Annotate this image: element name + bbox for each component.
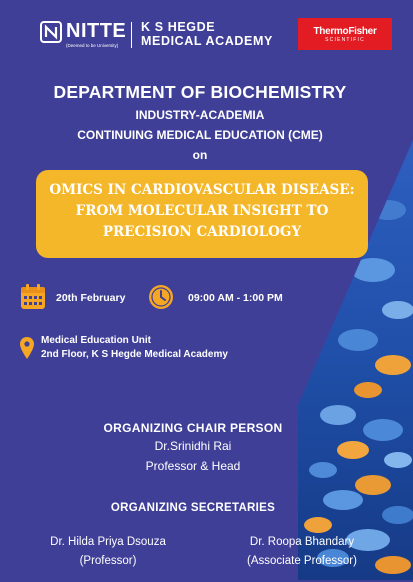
nitte-logo-subtext: (Deemed to be University) — [66, 43, 119, 48]
secretary-2-name: Dr. Roopa Bhandary — [249, 536, 355, 548]
secretary-2-role: (Associate Professor) — [247, 555, 357, 567]
secretaries-heading: ORGANIZING SECRETARIES — [110, 502, 276, 514]
event-date: 20th February — [56, 292, 126, 304]
event-time: 09:00 AM - 1:00 PM — [188, 292, 283, 304]
chair-name: Dr.Srinidhi Rai — [154, 439, 232, 453]
venue-line-1: Medical Education Unit — [41, 335, 152, 346]
subtitle-line-3: on — [192, 148, 208, 162]
nitte-emblem-icon — [40, 21, 62, 43]
department-title: DEPARTMENT OF BIOCHEMISTRY — [53, 82, 347, 102]
chair-role: Professor & Head — [145, 459, 241, 473]
chair-heading: ORGANIZING CHAIR PERSON — [103, 421, 283, 435]
sponsor-line-2: SCIENTIFIC — [325, 37, 365, 43]
academy-line-1: K S HEGDE — [141, 20, 216, 34]
secretary-1-name: Dr. Hilda Priya Dsouza — [50, 536, 166, 548]
subtitle-line-1: INDUSTRY-ACADEMIA — [135, 108, 265, 122]
topic-line-2: FROM MOLECULAR INSIGHT TO — [75, 203, 329, 219]
location-pin-icon — [20, 337, 34, 359]
venue-line-2: 2nd Floor, K S Hegde Medical Academy — [41, 349, 228, 360]
topic-line-3: PRECISION CARDIOLOGY — [102, 224, 302, 240]
nitte-logo-text: NITTE — [66, 20, 127, 42]
academy-name — [141, 20, 273, 48]
topic-banner — [36, 170, 368, 258]
academy-line-2: MEDICAL ACADEMY — [141, 34, 273, 48]
secretary-1-role: (Professor) — [79, 555, 137, 567]
subtitle-line-2: CONTINUING MEDICAL EDUCATION (CME) — [77, 128, 323, 142]
clock-icon — [148, 284, 174, 310]
thermofisher-logo — [298, 18, 392, 50]
calendar-icon — [20, 284, 46, 310]
topic-line-1: OMICS IN CARDIOVASCULAR DISEASE: — [49, 182, 355, 198]
logo-divider — [131, 22, 132, 48]
sponsor-line-1: ThermoFisher — [313, 26, 377, 37]
secretary-1 — [28, 533, 188, 571]
secretary-2 — [222, 533, 382, 571]
